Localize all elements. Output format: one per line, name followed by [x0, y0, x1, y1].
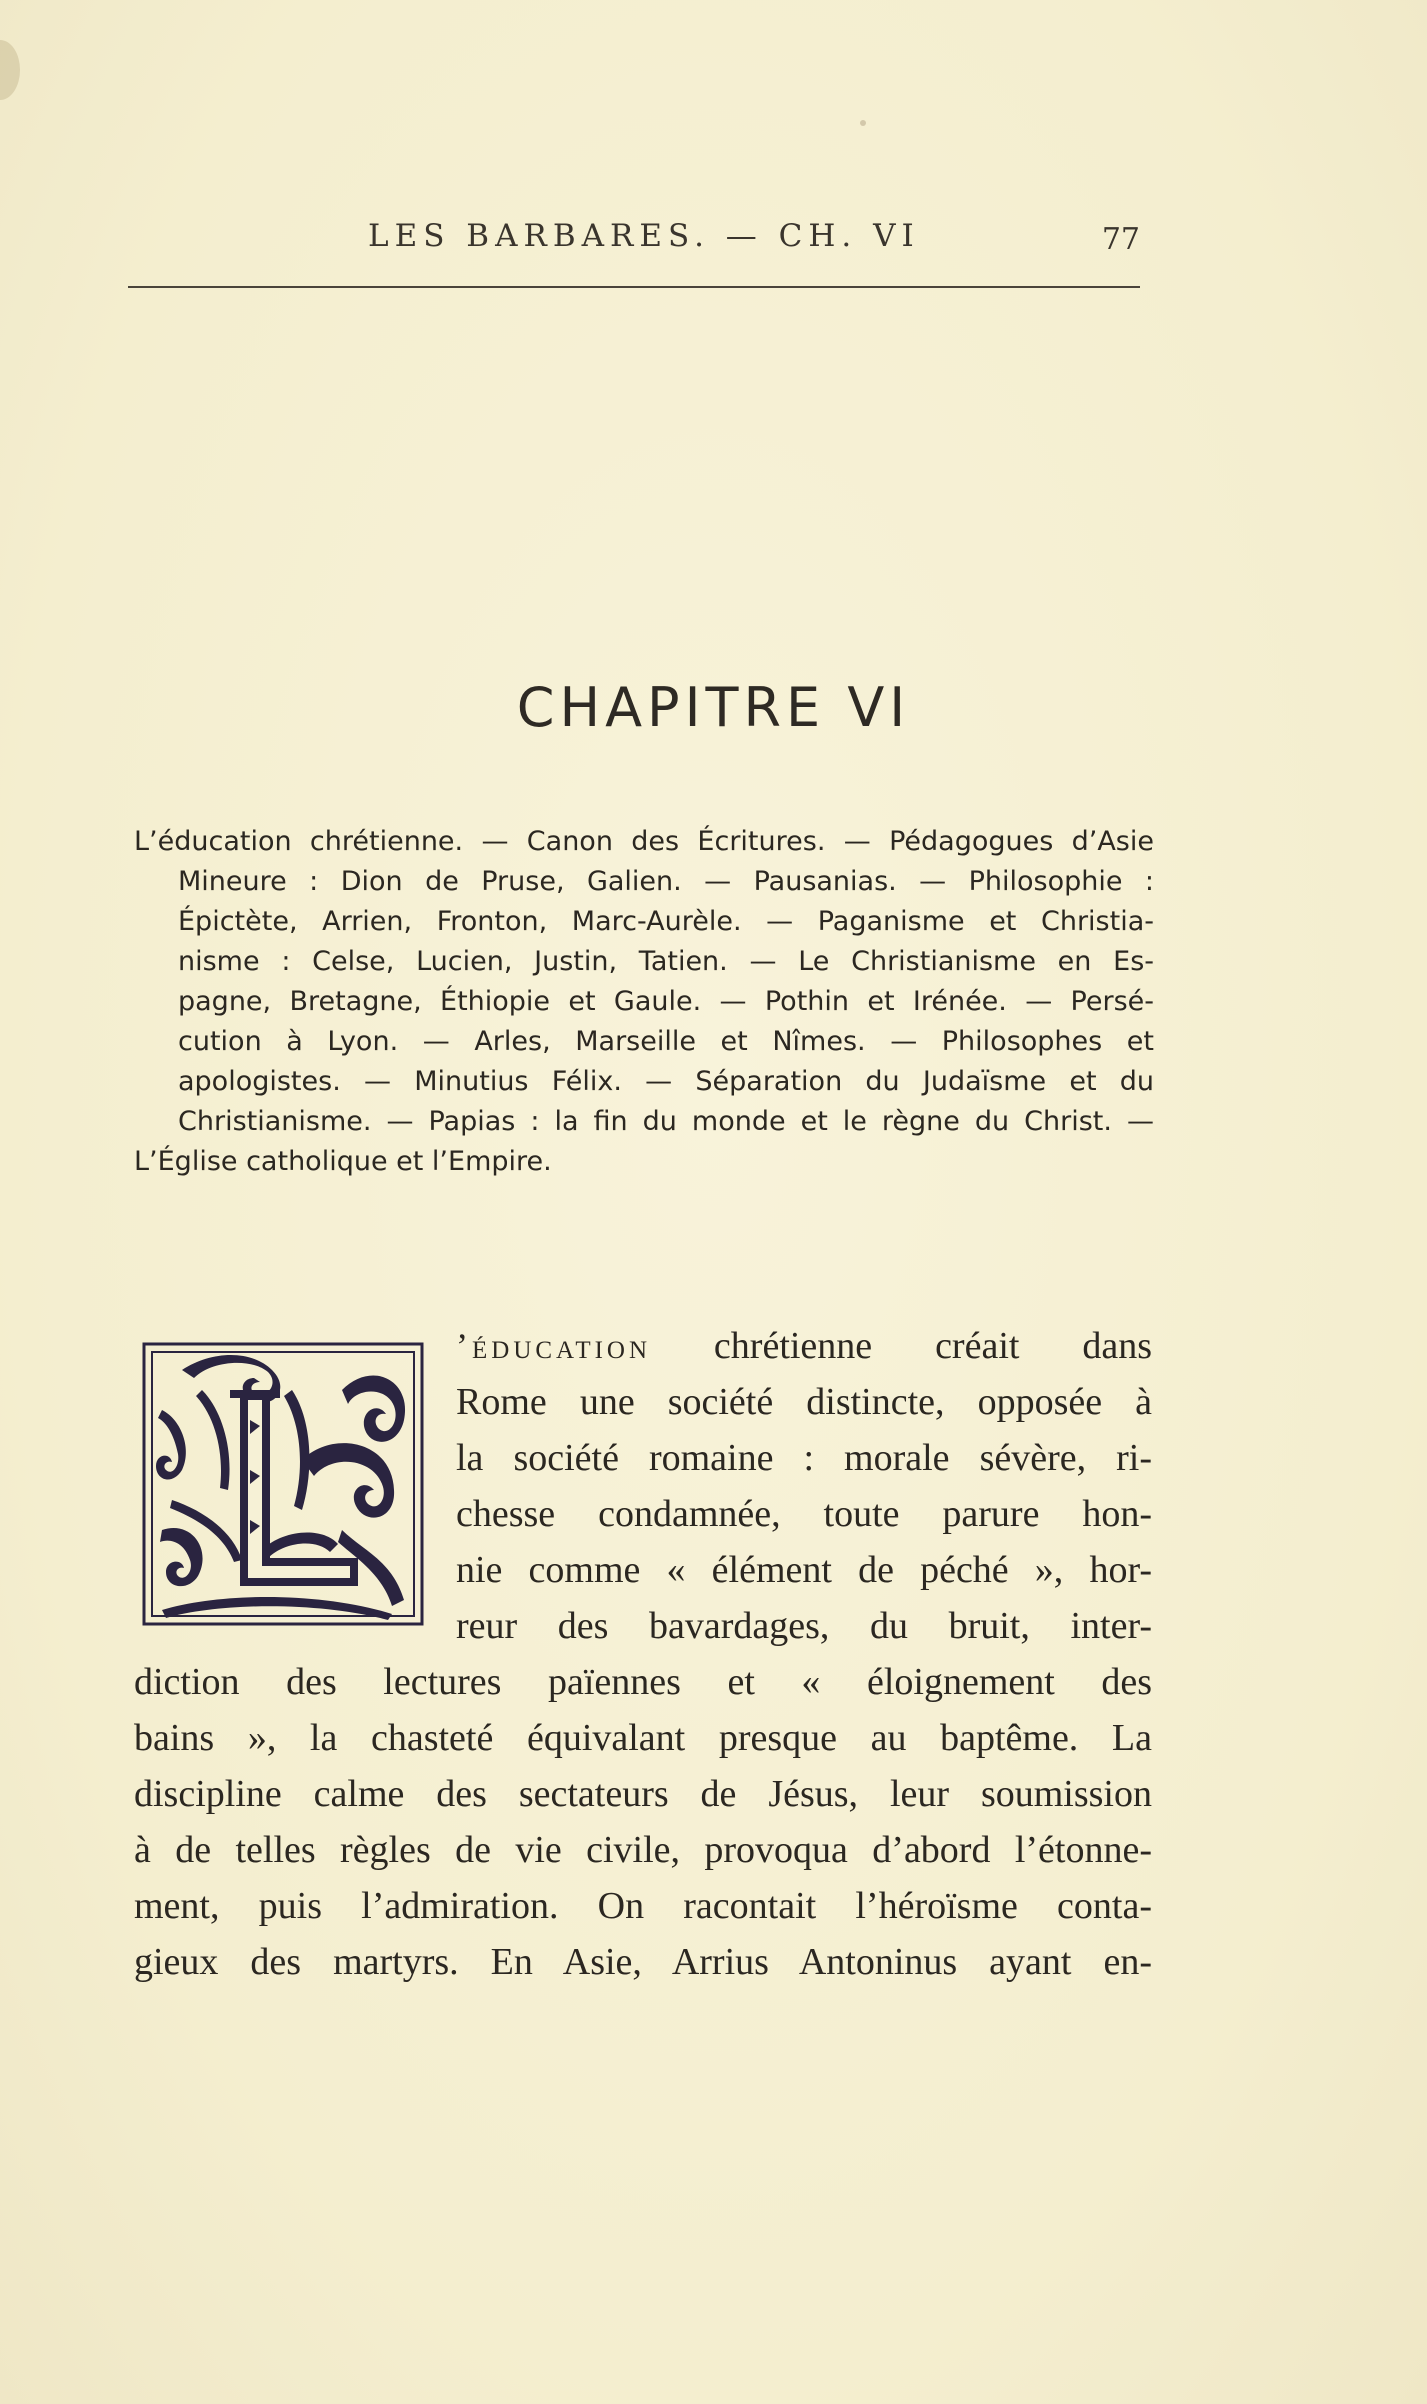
paper-stain	[860, 120, 866, 126]
header-rule	[128, 286, 1140, 288]
body-line: discipline calme des sectateurs de Jésus, leur soumission	[134, 1773, 1152, 1815]
body-line	[456, 1318, 1152, 1374]
summary-line: pagne, Bretagne, Éthiopie et Gaule. — Pothin et Irénée. — Persé-	[178, 986, 1154, 1017]
body-line: reur des bavardages, du bruit, inter-	[456, 1605, 1152, 1647]
summary-line: cution à Lyon. — Arles, Marseille et Nîmes. — Philosophes et	[178, 1026, 1154, 1057]
body-line: Rome une société distincte, opposée à	[456, 1381, 1152, 1423]
opening-word: ’éducation	[456, 1326, 652, 1366]
body-line: ment, puis l’admiration. On racontait l’héroïsme conta-	[134, 1885, 1152, 1927]
body-line: la société romaine : morale sévère, ri-	[456, 1437, 1152, 1479]
summary-line: apologistes. — Minutius Félix. — Séparation du Judaïsme et du	[178, 1066, 1154, 1097]
body-line: à de telles règles de vie civile, provoqua d’abord l’étonne-	[134, 1829, 1152, 1871]
summary-line: Christianisme. — Papias : la fin du monde et le règne du Christ. —	[178, 1106, 1154, 1137]
page-number: 77	[1101, 222, 1140, 257]
running-header	[128, 218, 1140, 268]
summary-line: L’éducation chrétienne. — Canon des Écritures. — Pédagogues d’Asie	[134, 826, 1154, 857]
chapter-title: CHAPITRE VI	[516, 676, 911, 740]
summary-line: Mineure : Dion de Pruse, Galien. — Pausanias. — Philosophie :	[178, 866, 1154, 897]
running-title: LES BARBARES. — CH. VI	[368, 218, 920, 254]
chapter-summary	[134, 822, 1154, 1182]
body-line: nie comme « élément de péché », hor-	[456, 1549, 1152, 1591]
body-line: chesse condamnée, toute parure hon-	[456, 1493, 1152, 1535]
summary-line: L’Église catholique et l’Empire.	[134, 1146, 552, 1177]
first-line-rest: chrétienne créait dans	[651, 1325, 1152, 1367]
paper-stain	[0, 40, 20, 100]
body-line: gieux des martyrs. En Asie, Arrius Antoninus ayant en-	[134, 1941, 1152, 1983]
summary-line: nisme : Celse, Lucien, Justin, Tatien. — Le Christianisme en Es-	[178, 946, 1154, 977]
body-line: bains », la chasteté équivalant presque au baptême. La	[134, 1717, 1152, 1759]
ornamental-dropcap	[142, 1330, 428, 1628]
summary-line: Épictète, Arrien, Fronton, Marc-Aurèle. — Paganisme et Christia-	[178, 906, 1154, 937]
body-line: diction des lectures païennes et « éloignement des	[134, 1661, 1152, 1703]
